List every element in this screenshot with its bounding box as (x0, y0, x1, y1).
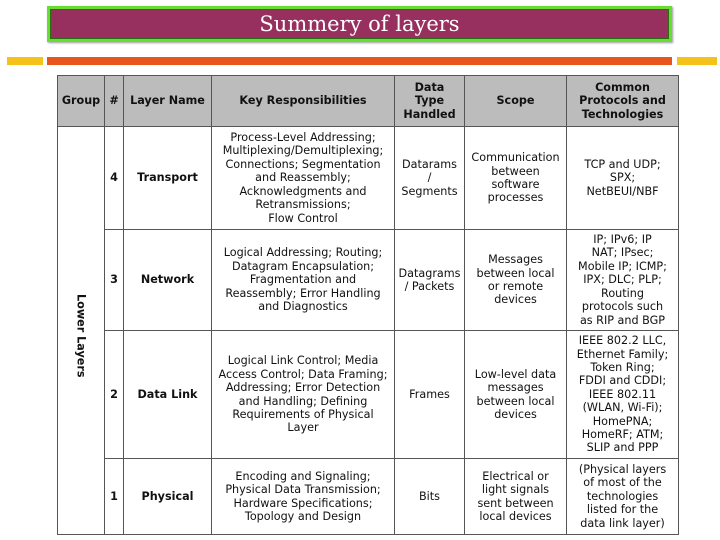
table-row (58, 331, 679, 459)
layer-protocols: TCP and UDP; SPX; NetBEUI/NBF (567, 127, 679, 230)
title-banner (47, 6, 672, 42)
layer-data-type: Frames (395, 331, 465, 459)
decorative-bar-right (677, 57, 717, 65)
header-number: # (105, 76, 124, 127)
layer-data-type: Bits (395, 459, 465, 535)
layer-scope: Low-level data messages between local devices (465, 331, 567, 459)
table-row (58, 459, 679, 535)
group-cell (58, 127, 105, 535)
header-group: Group (58, 76, 105, 127)
decorative-bar-accent (47, 57, 672, 65)
layer-responsibilities: Logical Addressing; Routing; Datagram Encapsulation; Fragmentation and Reassembly; Error Handling and Diagnostics (212, 230, 395, 331)
layer-name: Transport (124, 127, 212, 230)
layer-number: 3 (105, 230, 124, 331)
layer-number: 2 (105, 331, 124, 459)
group-label: Lower Layers (74, 293, 88, 378)
layer-responsibilities: Encoding and Signaling; Physical Data Transmission; Hardware Specifications; Topology and Design (212, 459, 395, 535)
layer-scope: Electrical or light signals sent between local devices (465, 459, 567, 535)
header-key-responsibilities: Key Responsibilities (212, 76, 395, 127)
layers-table (57, 75, 679, 535)
layer-responsibilities: Logical Link Control; Media Access Control; Data Framing; Addressing; Error Detection and Handling; Defining Requirements of Physical Layer (212, 331, 395, 459)
layer-data-type: Datagrams / Packets (395, 230, 465, 331)
header-layer-name: Layer Name (124, 76, 212, 127)
layer-name: Physical (124, 459, 212, 535)
decorative-bar-left (7, 57, 43, 65)
table-row (58, 230, 679, 331)
header-protocols: Common Protocols and Technologies (567, 76, 679, 127)
layer-number: 1 (105, 459, 124, 535)
layer-number: 4 (105, 127, 124, 230)
layer-protocols: IP; IPv6; IP NAT; IPsec; Mobile IP; ICMP; IPX; DLC; PLP; Routing protocols such as RIP and BGP (567, 230, 679, 331)
layer-name: Data Link (124, 331, 212, 459)
table-row (58, 127, 679, 230)
layer-scope: Communication between software processes (465, 127, 567, 230)
layer-protocols: (Physical layers of most of the technologies listed for the data link layer) (567, 459, 679, 535)
slide-title: Summery of layers (259, 11, 460, 36)
layer-scope: Messages between local or remote devices (465, 230, 567, 331)
header-data-type: Data Type Handled (395, 76, 465, 127)
layer-responsibilities: Process-Level Addressing; Multiplexing/Demultiplexing; Connections; Segmentation and Reassembly; Acknowledgments and Retransmissions; Flow Control (212, 127, 395, 230)
layer-data-type: Datarams / Segments (395, 127, 465, 230)
layer-protocols: IEEE 802.2 LLC, Ethernet Family; Token Ring; FDDI and CDDI; IEEE 802.11 (WLAN, Wi-Fi); HomePNA; HomeRF; ATM; SLIP and PPP (567, 331, 679, 459)
header-row (58, 76, 679, 127)
layer-name: Network (124, 230, 212, 331)
header-scope: Scope (465, 76, 567, 127)
